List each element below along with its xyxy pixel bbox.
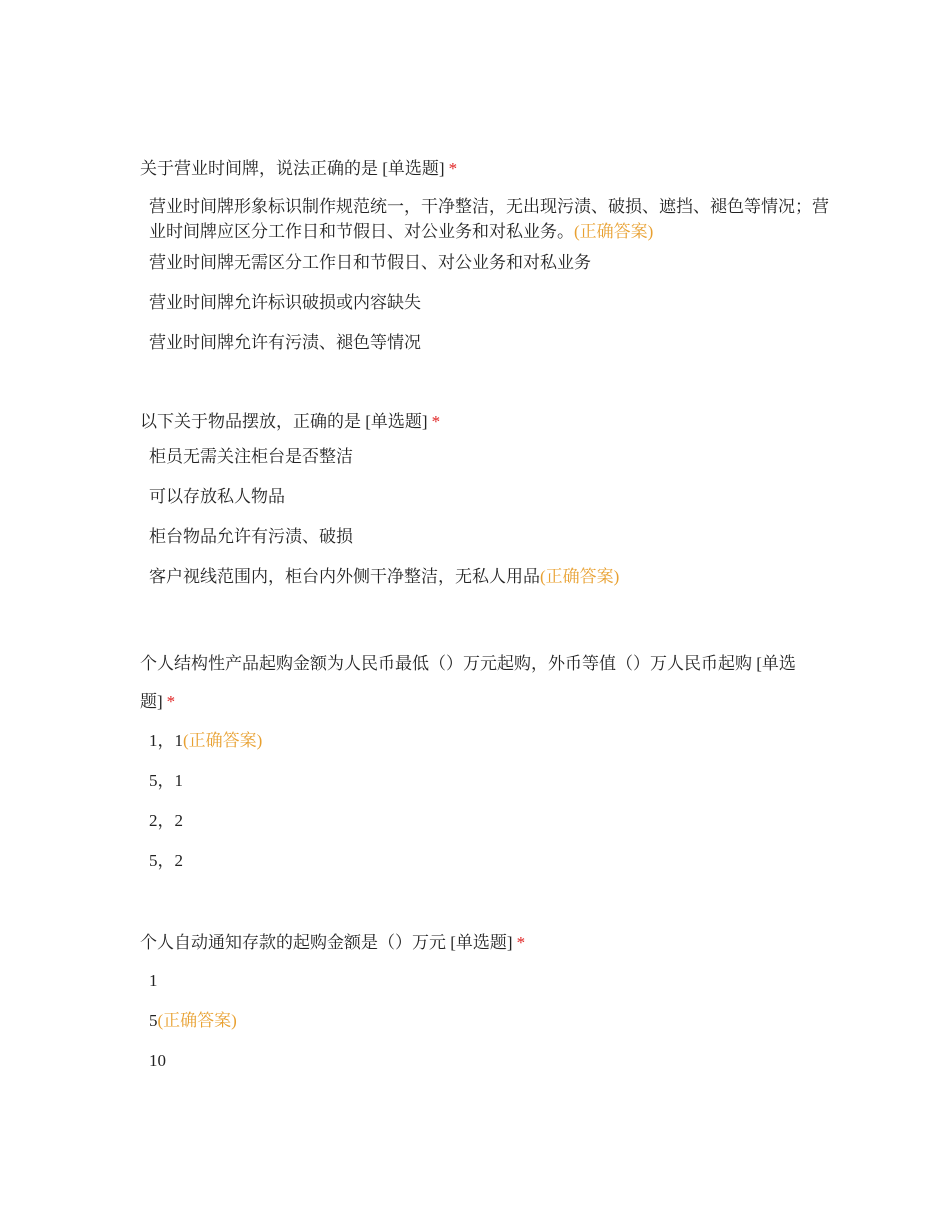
question-title: 关于营业时间牌，说法正确的是 [单选题] * [140, 159, 458, 178]
correct-answer-tag: (正确答案) [157, 1011, 237, 1030]
question-2 [140, 403, 830, 604]
option-item[interactable]: 10 [149, 1051, 166, 1070]
question-title: 以下关于物品摆放，正确的是 [单选题] * [140, 412, 441, 431]
question-title: 个人结构性产品起购金额为人民币最低（）万元起购，外币等值（）万人民币起购 [单选题] * [140, 654, 796, 711]
option-item[interactable]: 客户视线范围内，柜台内外侧干净整洁，无私人用品(正确答案) [149, 567, 620, 586]
correct-answer-tag: (正确答案) [574, 222, 654, 241]
question-1 [140, 150, 830, 370]
question-title: 个人自动通知存款的起购金额是（）万元 [单选题] * [140, 933, 526, 952]
option-item[interactable]: 营业时间牌形象标识制作规范统一，干净整洁，无出现污渍、破损、遮挡、褪色等情况；营业时间牌应区分工作日和节假日、对公业务和对私业务。(正确答案) [149, 197, 829, 241]
option-item[interactable]: 5(正确答案) [149, 1011, 237, 1030]
option-item[interactable]: 2，2 [149, 811, 183, 830]
option-item[interactable]: 营业时间牌允许标识破损或内容缺失 [149, 293, 421, 312]
required-mark: * [516, 933, 526, 952]
option-item[interactable]: 1，1(正确答案) [149, 731, 263, 750]
correct-answer-tag: (正确答案) [183, 731, 263, 750]
option-item[interactable]: 营业时间牌无需区分工作日和节假日、对公业务和对私业务 [149, 253, 591, 272]
option-item[interactable]: 1 [149, 971, 158, 990]
option-item[interactable]: 可以存放私人物品 [149, 487, 285, 506]
option-item[interactable]: 5，2 [149, 851, 183, 870]
required-mark: * [448, 159, 458, 178]
option-item[interactable]: 柜台物品允许有污渍、破损 [149, 527, 353, 546]
required-mark: * [166, 692, 176, 711]
question-4 [140, 924, 830, 1088]
option-item[interactable]: 柜员无需关注柜台是否整洁 [149, 447, 353, 466]
question-3 [140, 645, 830, 888]
required-mark: * [431, 412, 441, 431]
correct-answer-tag: (正确答案) [540, 567, 620, 586]
option-item[interactable]: 营业时间牌允许有污渍、褪色等情况 [149, 333, 421, 352]
option-item[interactable]: 5，1 [149, 771, 183, 790]
